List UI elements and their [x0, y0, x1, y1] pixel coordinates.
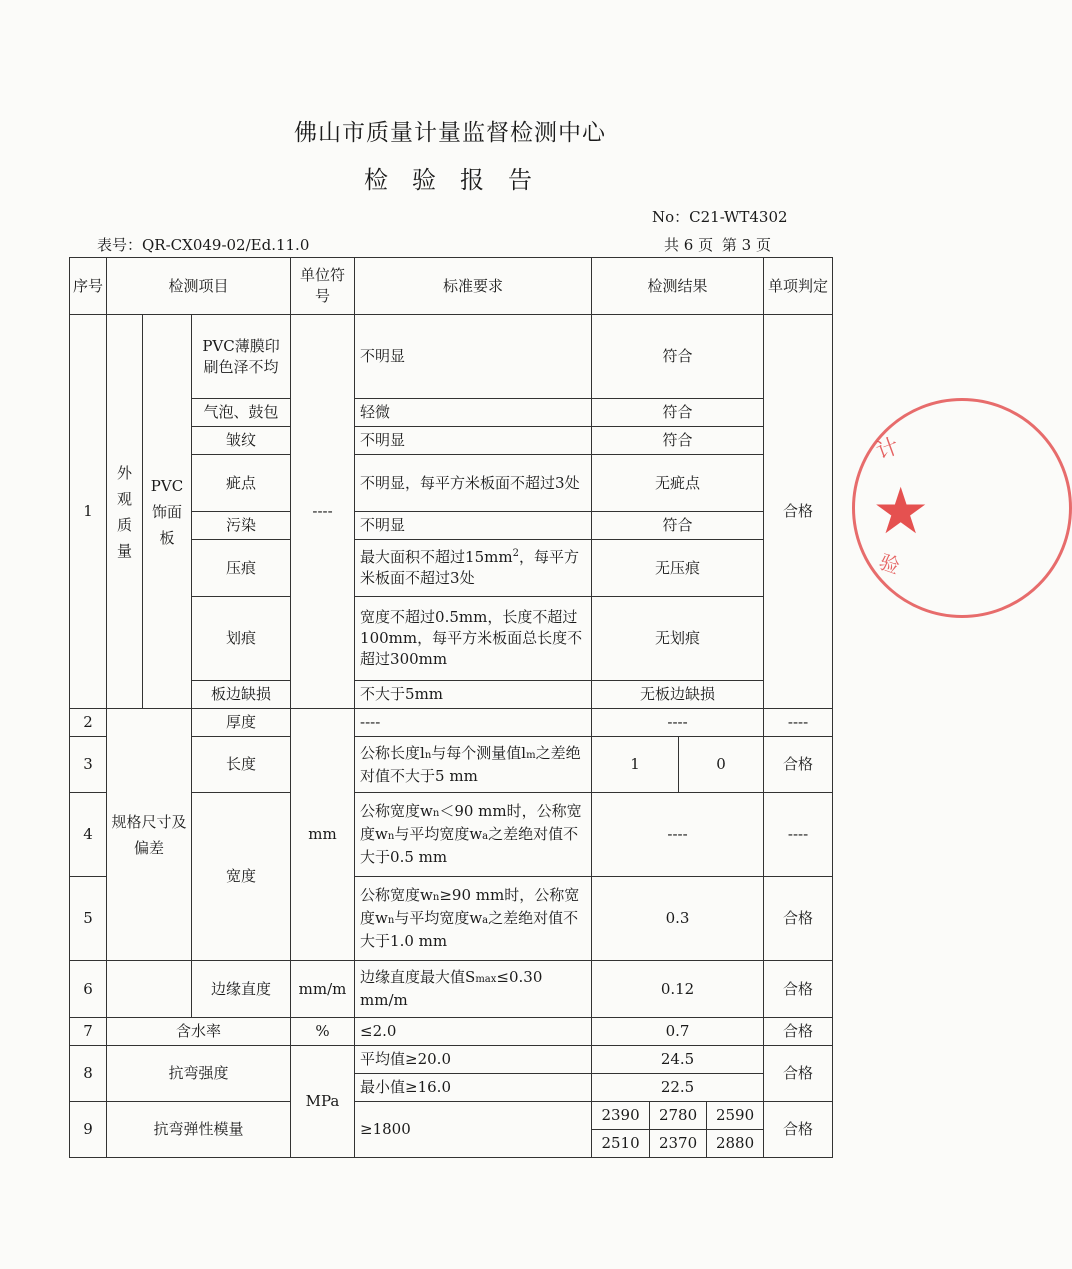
standard-cell: 不大于5mm	[355, 681, 592, 709]
report-title: 检验报告	[364, 166, 556, 194]
standard-cell: 边缘直度最大值Smax≤0.30 mm/m	[355, 961, 592, 1018]
item-name: 气泡、鼓包	[192, 399, 291, 427]
result-cell: 1	[592, 737, 679, 793]
standard-cell: ----	[355, 709, 592, 737]
unit-cell: mm/m	[291, 961, 355, 1018]
page-current: 第 3 页	[721, 236, 771, 254]
standard-cell: 公称宽度wn＜90 mm时，公称宽度wn与平均宽度wa之差绝对值不大于0.5 mm	[355, 793, 592, 877]
organization-title: 佛山市质量计量监督检测中心	[294, 120, 606, 146]
result-cell: 符合	[592, 315, 764, 399]
table-row	[70, 1102, 833, 1130]
result-cell: 22.5	[592, 1074, 764, 1102]
item-name: 压痕	[192, 540, 291, 597]
item-name: PVC薄膜印刷色泽不均	[192, 315, 291, 399]
stamp-text: 计	[873, 433, 903, 465]
unit-cell: MPa	[291, 1046, 355, 1158]
col-standard: 标准要求	[355, 258, 592, 315]
item-name: 边缘直度	[192, 961, 291, 1018]
result-cell: 0	[679, 737, 764, 793]
seq-cell: 5	[70, 877, 107, 961]
result-cell: ----	[592, 793, 764, 877]
standard-cell: 最小值≥16.0	[355, 1074, 592, 1102]
unit-cell: %	[291, 1018, 355, 1046]
inspection-table	[69, 257, 833, 1158]
col-seq: 序号	[70, 258, 107, 315]
item-name: 宽度	[192, 793, 291, 961]
item-name: 污染	[192, 512, 291, 540]
standard-cell: 不明显，每平方米板面不超过3处	[355, 455, 592, 512]
group-appearance: 外观质量	[107, 315, 143, 709]
result-cell: 无疵点	[592, 455, 764, 512]
item-name: 厚度	[192, 709, 291, 737]
result-cell: 2880	[707, 1130, 764, 1158]
form-number: 表号：QR-CX049-02/Ed.11.0	[97, 236, 310, 254]
table-header-row	[70, 258, 833, 315]
item-name: 疵点	[192, 455, 291, 512]
result-cell: 无压痕	[592, 540, 764, 597]
verdict-cell: 合格	[764, 737, 833, 793]
item-name: 皱纹	[192, 427, 291, 455]
standard-cell: 不明显	[355, 512, 592, 540]
subgroup-pvc-panel: PVC饰面板	[143, 315, 192, 709]
standard-cell: ≤2.0	[355, 1018, 592, 1046]
verdict-cell: ----	[764, 793, 833, 877]
seq-cell: 8	[70, 1046, 107, 1102]
standard-cell: 公称长度ln与每个测量值lm之差绝对值不大于5 mm	[355, 737, 592, 793]
table-row	[70, 315, 833, 399]
standard-cell: 平均值≥20.0	[355, 1046, 592, 1074]
result-cell: 2510	[592, 1130, 650, 1158]
seq-cell: 9	[70, 1102, 107, 1158]
result-cell: 0.3	[592, 877, 764, 961]
seq-cell: 4	[70, 793, 107, 877]
page-indicator	[662, 234, 773, 255]
result-cell: 符合	[592, 427, 764, 455]
col-verdict: 单项判定	[764, 258, 833, 315]
result-cell: 2780	[650, 1102, 707, 1130]
standard-cell: 公称宽度wn≥90 mm时，公称宽度wn与平均宽度wa之差绝对值不大于1.0 mm	[355, 877, 592, 961]
seq-cell: 7	[70, 1018, 107, 1046]
result-cell: 2370	[650, 1130, 707, 1158]
col-unit: 单位符号	[291, 258, 355, 315]
verdict-cell: 合格	[764, 1018, 833, 1046]
result-cell: 符合	[592, 512, 764, 540]
item-name: 抗弯强度	[107, 1046, 291, 1102]
table-row	[70, 1046, 833, 1074]
item-name: 抗弯弹性模量	[107, 1102, 291, 1158]
table-row	[70, 1018, 833, 1046]
result-cell: ----	[592, 709, 764, 737]
col-item: 检测项目	[107, 258, 291, 315]
standard-cell: 最大面积不超过$15mm^2$，每平方米板面不超过3处	[355, 540, 592, 597]
standard-cell: 不明显	[355, 427, 592, 455]
item-name: 划痕	[192, 597, 291, 681]
table-row	[70, 961, 833, 1018]
result-cell: 24.5	[592, 1046, 764, 1074]
item-name: 长度	[192, 737, 291, 793]
result-cell: 无板边缺损	[592, 681, 764, 709]
verdict-cell: 合格	[764, 315, 833, 709]
pages-total: 共 6 页	[664, 236, 714, 254]
unit-cell: mm	[291, 709, 355, 961]
standard-cell: 轻微	[355, 399, 592, 427]
result-cell: 2590	[707, 1102, 764, 1130]
empty-cell	[107, 961, 192, 1018]
verdict-cell: 合格	[764, 1102, 833, 1158]
item-name: 含水率	[107, 1018, 291, 1046]
result-cell: 0.7	[592, 1018, 764, 1046]
standard-cell: 不明显	[355, 315, 592, 399]
result-cell: 2390	[592, 1102, 650, 1130]
seq-cell: 3	[70, 737, 107, 793]
table-row	[70, 709, 833, 737]
seq-cell: 2	[70, 709, 107, 737]
seq-cell: 1	[70, 315, 107, 709]
verdict-cell: 合格	[764, 1046, 833, 1102]
item-name: 板边缺损	[192, 681, 291, 709]
star-icon: ★	[872, 475, 930, 549]
result-cell: 无划痕	[592, 597, 764, 681]
seq-cell: 6	[70, 961, 107, 1018]
stamp-text: 验	[875, 549, 903, 579]
result-cell: 符合	[592, 399, 764, 427]
verdict-cell: ----	[764, 709, 833, 737]
verdict-cell: 合格	[764, 877, 833, 961]
verdict-cell: 合格	[764, 961, 833, 1018]
result-cell: 0.12	[592, 961, 764, 1018]
col-result: 检测结果	[592, 258, 764, 315]
group-size-deviation: 规格尺寸及偏差	[107, 709, 192, 961]
standard-cell: 宽度不超过0.5mm，长度不超过100mm，每平方米板面总长度不超过300mm	[355, 597, 592, 681]
report-number: No：C21-WT4302	[652, 208, 788, 226]
unit-cell: ----	[291, 315, 355, 709]
standard-cell: ≥1800	[355, 1102, 592, 1158]
